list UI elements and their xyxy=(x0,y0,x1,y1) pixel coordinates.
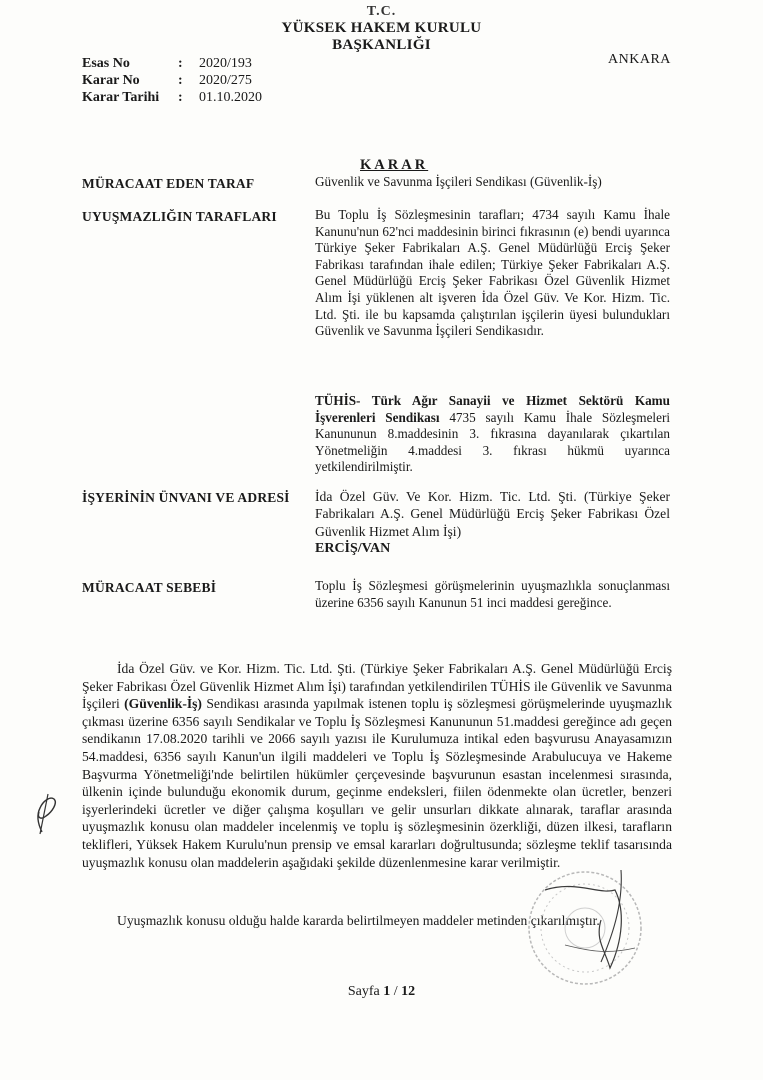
footer-separator: / xyxy=(390,984,402,999)
handwritten-initial xyxy=(28,790,64,836)
header-institution: YÜKSEK HAKEM KURULU xyxy=(281,20,482,36)
body-p1-union-short: (Güvenlik-İş) xyxy=(124,696,202,712)
body-p1-part-a: İda Özel Güv. ve Kor. Hizm. Tic. Ltd. Şti. (Türkiye Şeker Fabrikaları A.Ş. Genel Müdürlüğü Erciş Şeker Fabrikası Özel Güvenlik Hizmet Alım İşi) tarafından yetkilendirilen TÜHİS ile Güvenlik ve Savunma İşçileri xyxy=(82,661,672,712)
meta-colon: : xyxy=(178,90,183,105)
text-applicant: Güvenlik ve Savunma İşçileri Sendikası (Güvenlik-İş) xyxy=(315,174,602,189)
header-republic: T.C. xyxy=(366,4,397,19)
header-presidency: BAŞKANLIĞI xyxy=(332,37,431,53)
employer-union-authority: 4735 sayılı Kamu İhale Sözleşmeleri Kanununun 8.maddesinin 3. fıkrasına dayanılarak çıkartılan Yönetmeliğin 4.maddesi 3. fıkrası hükmü uyarınca yetkilendirilmiştir. xyxy=(315,409,670,475)
label-reason: MÜRACAAT SEBEBİ xyxy=(82,580,217,595)
footer-total-pages: 12 xyxy=(401,984,416,999)
body-p1-part-b: Sendikası arasında yapılmak istenen toplu iş sözleşmesi görüşmelerinde uyuşmazlık çıkması üzerine 6356 sayılı Sendikalar ve Toplu İş Sözleşmesi Kanununun 51.maddesi gereğince adı geçen sendikanın 17.08.2020 tarihli ve 2066 sayılı yazısı ile Kurulumuza intikal eden başvurusu Anayasamızın 54.maddesi, 6356 sayılı Kanun'un ilgili maddeleri ve Toplu İş Sözleşmesinde Arabulucuya ve Hakeme Başvurma Yönetmeliği'nde belirtilen hükümler çerçevesinde başvurunun esastan incelenmesi sırasında, ülkenin içinde bulunduğu ekonomik durum, geçinme endeksleri, fiilen ödenmekte olan ücretler, benzeri işyerlerindeki ücretler ve diğer çalışma koşulları ve gelir unsurları dikkate alınarak, taraflar arasında uyuşmazlık konusu olan maddeler incelenmiş ve toplu iş sözleşmesinin özerkliği, düzen ilkesi, tarafların teklifleri, Yüksek Hakem Kurulu'nun prensip ve emsal kararları doğrultusunda; sözleşme teklif tasarısında uyuşmazlık konusu olan maddelerin aşağıdaki şekilde düzenlenmesine karar verilmiştir. xyxy=(82,696,672,870)
body-paragraph-2: Uyuşmazlık konusu olduğu halde kararda belirtilmeyen maddeler metinden çıkarılmıştır. xyxy=(117,913,600,928)
text-parties-employer xyxy=(315,393,670,476)
meta-label-esas: Esas No xyxy=(82,56,130,71)
meta-value-date: 01.10.2020 xyxy=(199,90,262,105)
meta-label-date: Karar Tarihi xyxy=(82,90,160,105)
meta-colon: : xyxy=(178,56,183,71)
meta-value-esas: 2020/193 xyxy=(199,56,252,71)
header-city: ANKARA xyxy=(608,52,671,67)
label-applicant: MÜRACAAT EDEN TARAF xyxy=(82,176,255,191)
text-reason: Toplu İş Sözleşmesi görüşmelerinin uyuşmazlıkla sonuçlanması üzerine 6356 sayılı Kanunun 51 inci maddesi gereğince. xyxy=(315,578,670,610)
label-parties: UYUŞMAZLIĞIN TARAFLARI xyxy=(82,209,277,224)
text-parties: Bu Toplu İş Sözleşmesinin tarafları; 4734 sayılı Kamu İhale Kanunu'nun 62'nci maddesinin birinci fıkrasının (e) bendi uyarınca Türkiye Şeker Fabrikaları A.Ş. Genel Müdürlüğü Erciş Şeker Fabrikası tarafından ihale edilen; Türkiye Şeker Fabrikaları A.Ş. Genel Müdürlüğü Erciş Şeker Fabrikası Özel Güvenlik Hizmet Alım İşi yüklenen alt işveren İda Özel Güv. Ve Kor. Hizm. Tic. Ltd. Şti. ile bu kapsamda çalıştırılan işçilerin üyesi bulundukları Güvenlik ve Savunma İşçileri Sendikasıdır. xyxy=(315,207,670,339)
meta-value-karar: 2020/275 xyxy=(199,73,252,88)
stamp-seal xyxy=(505,850,685,990)
meta-colon: : xyxy=(178,73,183,88)
page-footer xyxy=(0,984,763,1000)
decision-title: KARAR xyxy=(360,157,429,173)
body-paragraph-1 xyxy=(82,660,672,871)
meta-label-karar: Karar No xyxy=(82,73,140,88)
text-workplace: İda Özel Güv. Ve Kor. Hizm. Tic. Ltd. Şti. (Türkiye Şeker Fabrikaları A.Ş. Genel Müdürlüğü Erciş Şeker Fabrikası Özel Güvenlik Hizmet Alım İşi) xyxy=(315,489,670,539)
text-workplace-city: ERCİŞ/VAN xyxy=(315,541,391,556)
label-workplace: İŞYERİNİN ÜNVANI VE ADRESİ xyxy=(82,490,290,505)
footer-current-page: 1 xyxy=(383,984,391,999)
footer-prefix: Sayfa xyxy=(347,984,384,999)
employer-union-name: TÜHİS- Türk Ağır Sanayii ve Hizmet Sektörü Kamu İşverenleri Sendikası xyxy=(315,393,670,425)
